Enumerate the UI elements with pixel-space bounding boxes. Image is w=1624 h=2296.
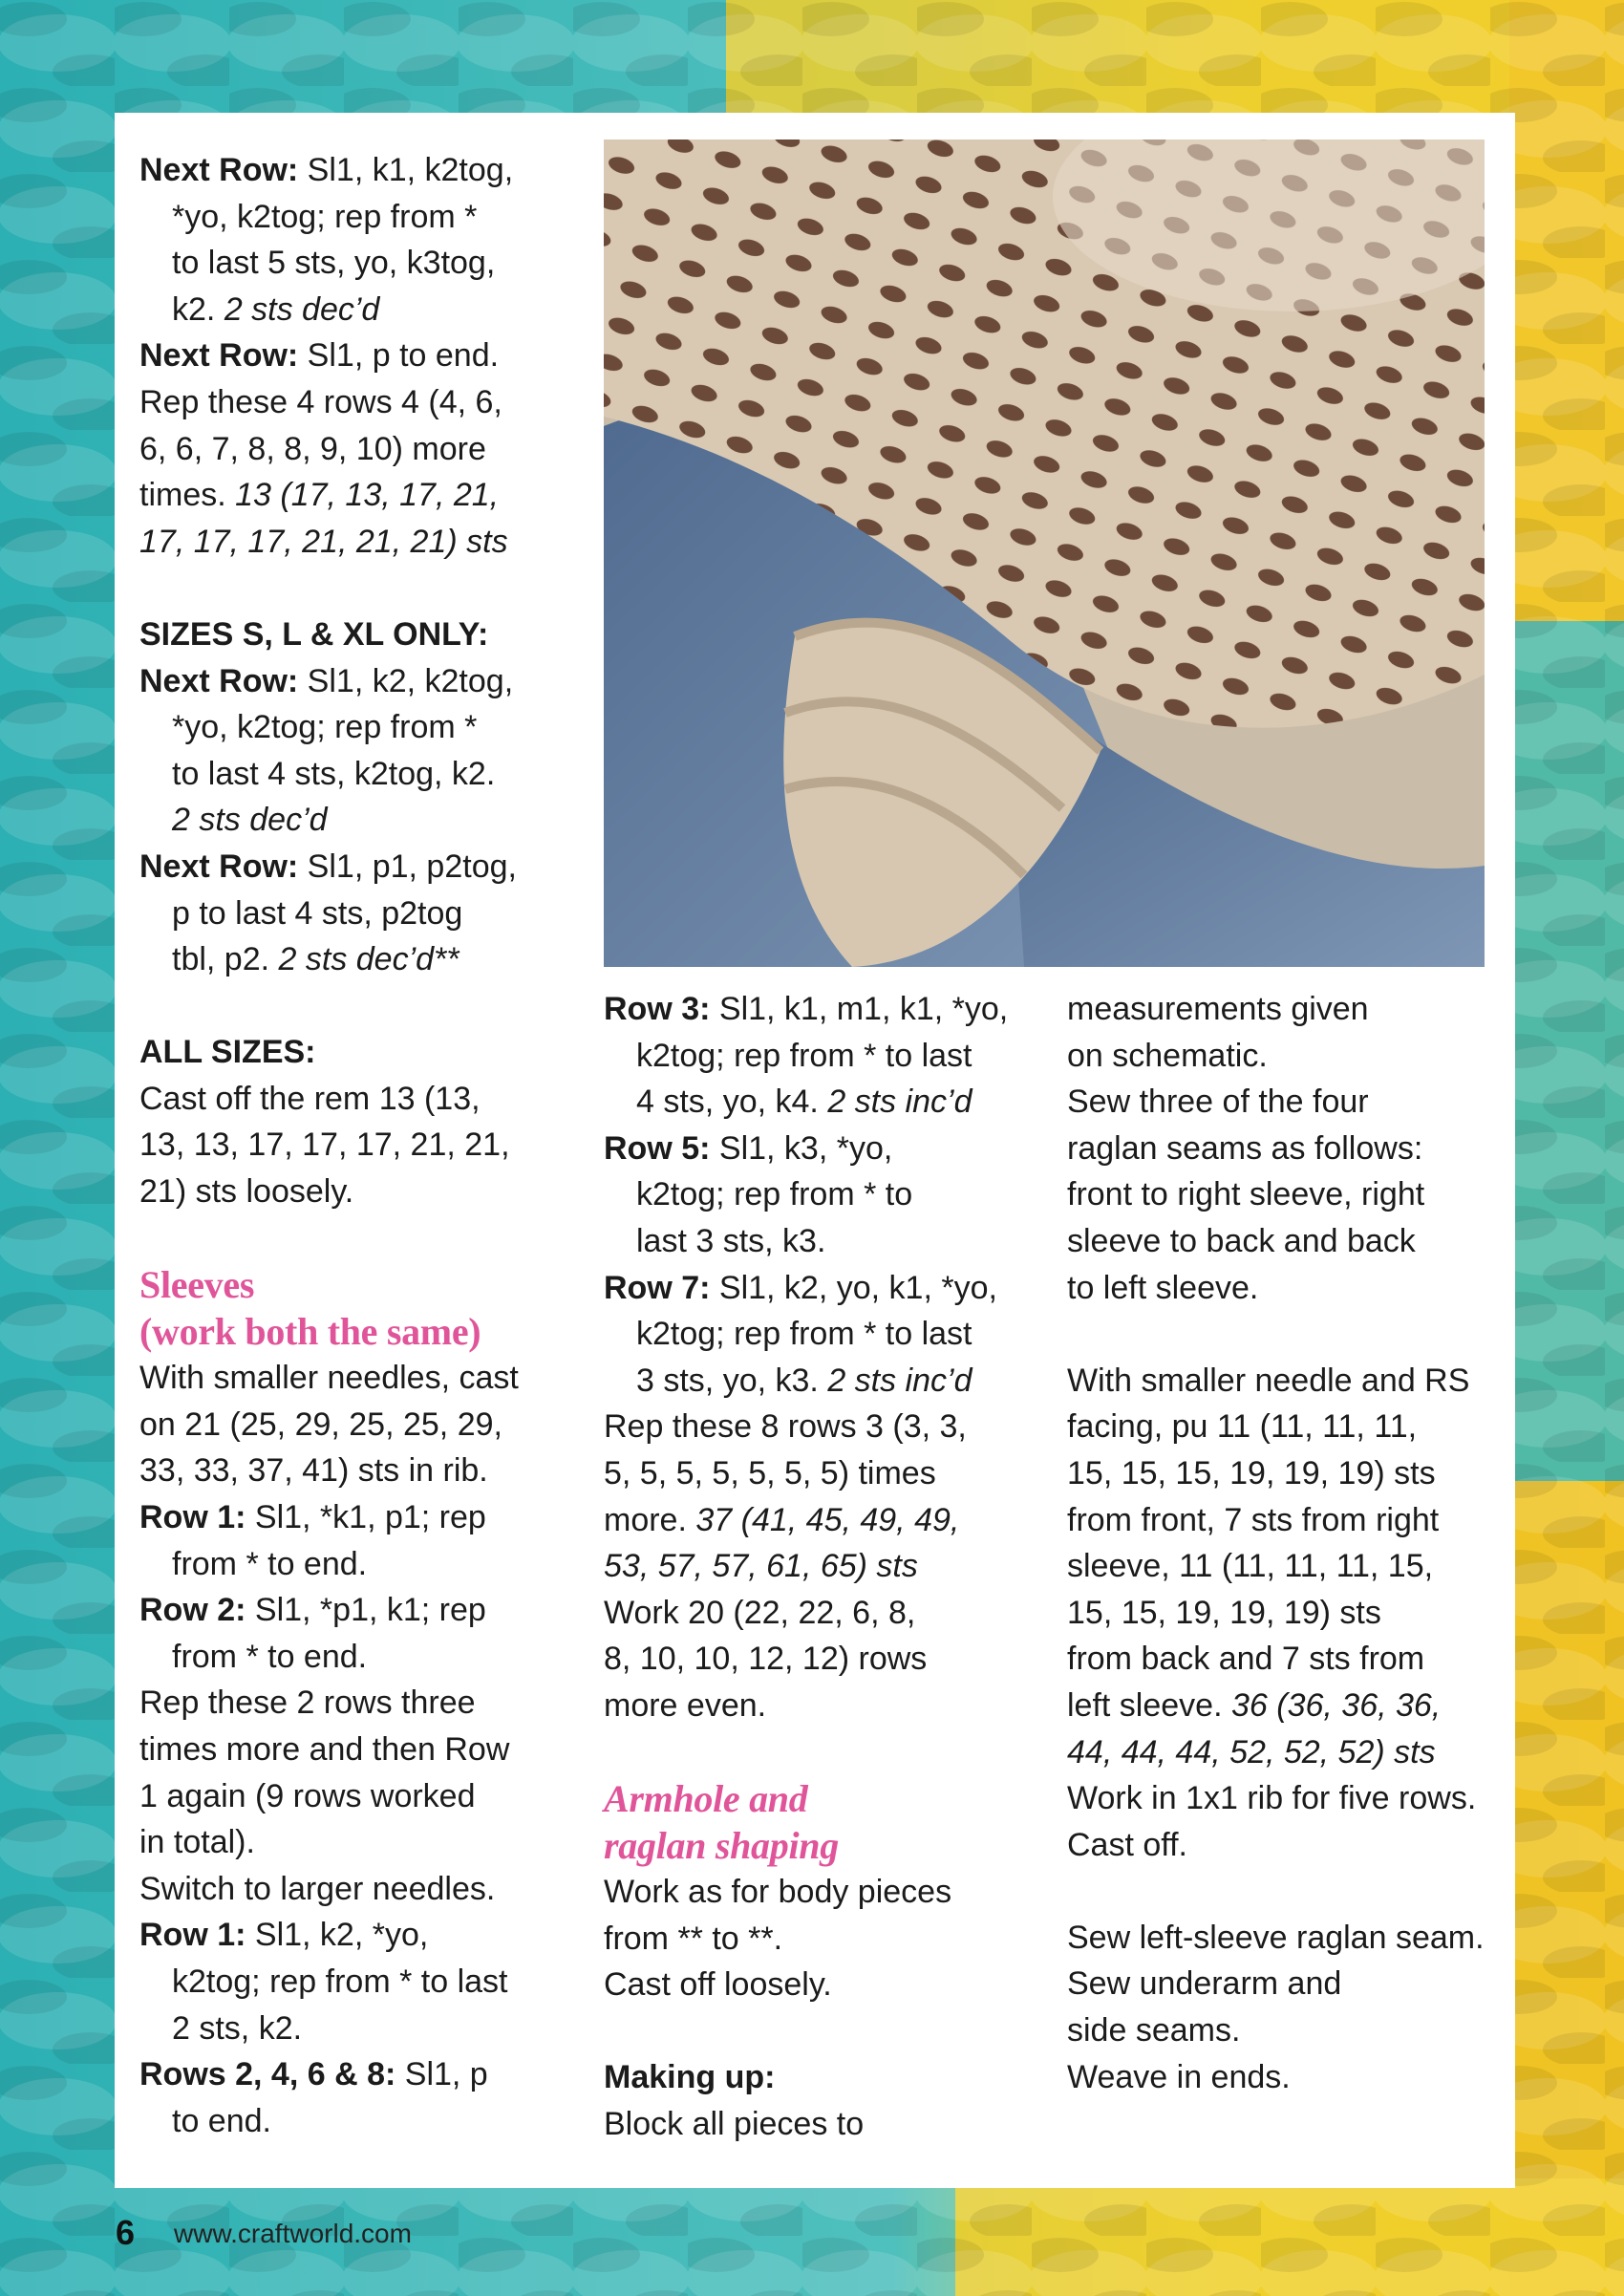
instruction-text: tbl, p2. <box>172 941 279 978</box>
stitch-count: 2 sts inc’d <box>827 1362 972 1399</box>
instruction-text: front to right sleeve, right <box>1067 1176 1425 1213</box>
instruction-text: Sew left-sleeve raglan seam. <box>1067 1919 1485 1956</box>
row-label: Rows 2, 4, 6 & 8: <box>139 2056 396 2093</box>
sleeves-heading: Sleeves <box>139 1263 255 1307</box>
instruction-text: 33, 33, 37, 41) sts in rib. <box>139 1452 488 1490</box>
row-label: Row 3: <box>604 991 711 1027</box>
instruction-text: 4 sts, yo, k4. <box>636 1084 828 1121</box>
stitch-count: 44, 44, 44, 52, 52, 52) sts <box>1067 1733 1436 1770</box>
instruction-text: from * to end. <box>172 1545 368 1582</box>
row-label: Row 1: <box>139 1917 246 1954</box>
column-1 <box>139 147 560 2144</box>
instruction-text: k2tog; rep from * to last <box>172 1963 508 2000</box>
instruction-text: 21) sts loosely. <box>139 1173 354 1211</box>
instruction-text: Block all pieces to <box>604 2106 865 2143</box>
instruction-text: Cast off the rem 13 (13, <box>139 1080 481 1117</box>
instruction-text: Sl1, k3, *yo, <box>710 1129 893 1167</box>
instruction-text: Sl1, p1, p2tog, <box>298 848 517 885</box>
instruction-text: measurements given <box>1067 991 1369 1027</box>
instruction-text: Rep these 2 rows three <box>139 1684 476 1722</box>
instruction-text: Sl1, k2, yo, k1, *yo, <box>710 1269 997 1306</box>
instruction-text: Sl1, p <box>395 2056 488 2093</box>
instruction-text: Cast off. <box>1067 1826 1187 1863</box>
instruction-text: to last 5 sts, yo, k3tog, <box>172 245 496 282</box>
armhole-subheading: raglan shaping <box>604 1824 839 1868</box>
stitch-count: 17, 17, 17, 21, 21, 21) sts <box>139 523 508 560</box>
sleeves-subheading: (work both the same) <box>139 1310 481 1354</box>
instruction-text: 15, 15, 15, 19, 19, 19) sts <box>1067 1454 1436 1491</box>
row-label: Next Row: <box>139 337 299 375</box>
instruction-text: Work 20 (22, 22, 6, 8, <box>604 1594 916 1631</box>
instruction-text: Sl1, k1, k2tog, <box>298 152 514 188</box>
instruction-text: k2tog; rep from * to last <box>636 1316 972 1353</box>
instruction-text: Sew three of the four <box>1067 1084 1369 1121</box>
stitch-count: 53, 57, 57, 61, 65) sts <box>604 1548 918 1585</box>
stitch-count: 2 sts dec’d <box>224 290 380 328</box>
website-link[interactable]: www.craftworld.com <box>174 2219 412 2248</box>
instruction-text: *yo, k2tog; rep from * <box>172 709 478 746</box>
instruction-text: Work in 1x1 rib for five rows. <box>1067 1780 1477 1817</box>
instruction-text: to left sleeve. <box>1067 1269 1259 1306</box>
instruction-text: times more and then Row <box>139 1731 510 1768</box>
instruction-text: 8, 10, 10, 12, 12) rows <box>604 1641 928 1678</box>
stitch-count: 2 sts inc’d <box>827 1084 972 1121</box>
instruction-text: 15, 15, 19, 19, 19) sts <box>1067 1594 1381 1631</box>
row-label: Next Row: <box>139 848 299 885</box>
instruction-text: Sl1, k2, k2tog, <box>298 662 514 699</box>
row-label: Row 1: <box>139 1499 246 1536</box>
instruction-text: more even. <box>604 1686 767 1724</box>
instruction-text: side seams. <box>1067 2012 1241 2049</box>
instruction-text: from * to end. <box>172 1638 368 1675</box>
stitch-count: 2 sts dec’d <box>172 802 328 839</box>
instruction-text: *yo, k2tog; rep from * <box>172 198 478 235</box>
instruction-text: times. <box>139 477 236 514</box>
stitch-count: 36 (36, 36, 36, <box>1230 1686 1442 1724</box>
instruction-text: last 3 sts, k3. <box>636 1222 826 1259</box>
row-label: Next Row: <box>139 662 299 699</box>
instruction-text: Sl1, k2, *yo, <box>246 1917 429 1954</box>
column-2 <box>604 986 1043 2148</box>
instruction-text: on schematic. <box>1067 1037 1268 1074</box>
instruction-text: 6, 6, 7, 8, 8, 9, 10) more <box>139 430 486 467</box>
row-label: Next Row: <box>139 152 299 188</box>
instruction-text: raglan seams as follows: <box>1067 1129 1423 1167</box>
column-3 <box>1067 986 1506 2100</box>
instruction-text: With smaller needle and RS <box>1067 1362 1470 1399</box>
instruction-text: in total). <box>139 1824 255 1861</box>
page-number: 6 <box>116 2213 136 2252</box>
instruction-text: k2. <box>172 290 224 328</box>
instruction-text: Sew underarm and <box>1067 1965 1342 2003</box>
instruction-text: Switch to larger needles. <box>139 1870 496 1907</box>
stitch-count: 37 (41, 45, 49, 49, <box>695 1501 960 1538</box>
instruction-text: on 21 (25, 29, 25, 25, 29, <box>139 1405 502 1443</box>
armhole-heading: Armhole and <box>604 1777 808 1821</box>
instruction-text: facing, pu 11 (11, 11, 11, <box>1067 1408 1418 1446</box>
section-heading: ALL SIZES: <box>139 1034 316 1071</box>
instruction-text: 3 sts, yo, k3. <box>636 1362 828 1399</box>
stitch-count: 13 (17, 13, 17, 21, <box>235 477 500 514</box>
instruction-text: sleeve to back and back <box>1067 1222 1416 1259</box>
instruction-text: p to last 4 sts, p2tog <box>172 894 463 932</box>
instruction-text: left sleeve. <box>1067 1686 1231 1724</box>
instruction-text: 1 again (9 rows worked <box>139 1777 476 1814</box>
instruction-text: Rep these 8 rows 3 (3, 3, <box>604 1408 967 1446</box>
instruction-text: k2tog; rep from * to <box>636 1176 913 1213</box>
section-heading: SIZES S, L & XL ONLY: <box>139 615 489 653</box>
instruction-text: k2tog; rep from * to last <box>636 1037 972 1074</box>
section-heading: Making up: <box>604 2059 776 2096</box>
instruction-text: Cast off loosely. <box>604 1966 832 2004</box>
row-label: Row 7: <box>604 1269 711 1306</box>
instruction-text: Sl1, k1, m1, k1, *yo, <box>710 991 1009 1027</box>
instruction-text: Rep these 4 rows 4 (4, 6, <box>139 383 502 420</box>
instruction-text: With smaller needles, cast <box>139 1360 519 1397</box>
instruction-text: from back and 7 sts from <box>1067 1641 1425 1678</box>
instruction-text: Weave in ends. <box>1067 2058 1291 2095</box>
instruction-text: 2 sts, k2. <box>172 2009 303 2047</box>
row-label: Row 5: <box>604 1129 711 1167</box>
instruction-text: Sl1, *p1, k1; rep <box>246 1592 486 1629</box>
instruction-text: from front, 7 sts from right <box>1067 1501 1440 1538</box>
instruction-text: from ** to **. <box>604 1920 783 1957</box>
row-label: Row 2: <box>139 1592 246 1629</box>
instruction-text: to end. <box>172 2102 271 2139</box>
knit-sleeve-photo <box>604 139 1485 967</box>
instruction-text: 13, 13, 17, 17, 17, 21, 21, <box>139 1127 510 1164</box>
instruction-text: to last 4 sts, k2tog, k2. <box>172 755 496 792</box>
instruction-text: 5, 5, 5, 5, 5, 5, 5) times <box>604 1454 936 1491</box>
stitch-count: 2 sts dec’d** <box>278 941 459 978</box>
instruction-text: Sl1, *k1, p1; rep <box>246 1499 486 1536</box>
instruction-text: sleeve, 11 (11, 11, 11, 15, <box>1067 1548 1434 1585</box>
instruction-text: more. <box>604 1501 696 1538</box>
instruction-text: Sl1, p to end. <box>298 337 500 375</box>
instruction-text: Work as for body pieces <box>604 1874 952 1911</box>
